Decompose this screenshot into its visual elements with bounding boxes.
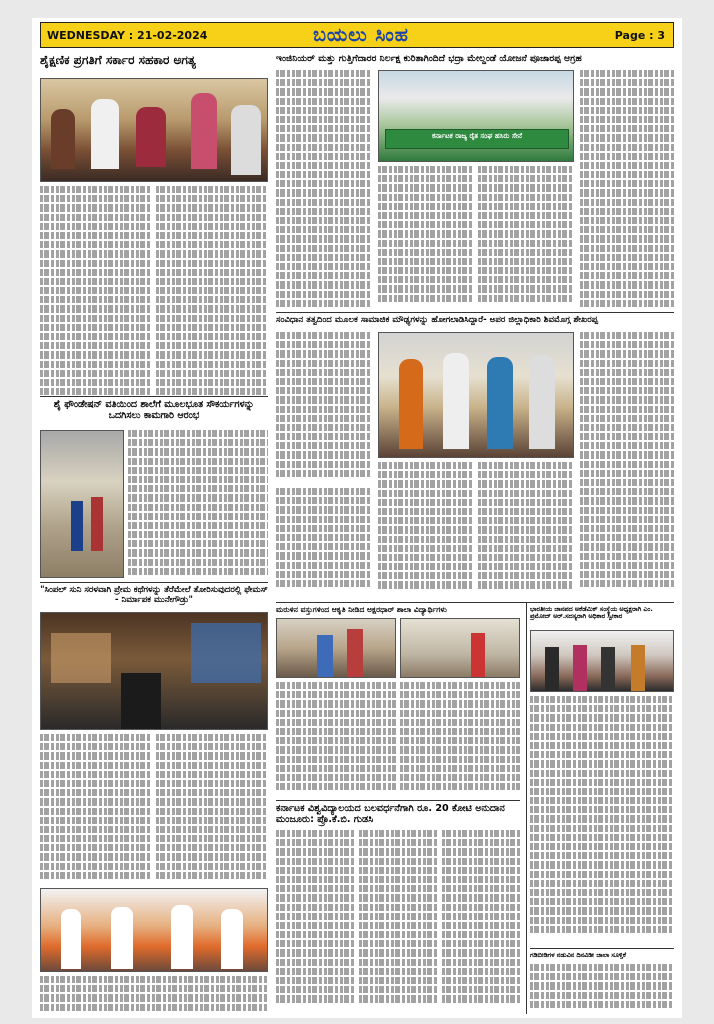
article-body-foundation	[128, 430, 268, 578]
article-body-constitution-2	[276, 488, 372, 600]
headline-foundation: ಶೈ ಫೌಂಡೇಷನ್ ವತಿಯಿಂದ ಶಾಲೆಗೆ ಮೂಲಭೂತ ಸೌಕರ್ಯಗಳನ್ನು ಒದಗಿಸಲು ಕಾಮಗಾರಿ ಆರಂಭ	[53, 399, 255, 421]
headline-bhadra: ಇಂಜಿನಿಯರ್ ಮತ್ತು ಗುತ್ತಿಗೆದಾರರ ನಿರ್ಲಕ್ಷ ಕುರಿತಾಗಿಂದಿದೆ ಭದ್ರಾ ಮೇಲ್ದಂಡೆ ಯೋಜನೆ ಪೂಜಾರಪ್ಪ ಆಗ್ರಹ	[276, 53, 582, 64]
article-body-bhadra-1	[276, 70, 372, 310]
article-body-constitution-5	[478, 462, 574, 600]
headline-folklore-academy: ಭಾರತೀಯ ಜಾನಪದ ಅಕೆಡೆಮಿಕ್ ಸಂಸ್ಥೆಯ ಅಧ್ಯಕ್ಷರಾಗಿ ಎಂ. ಪ್ರಮೋದ್ ಅರ್.ಸದಸ್ಯರಾಗಿ ಅಧಿಕಾರ ಸ್ವೀಕಾರ	[530, 605, 653, 621]
column-divider	[526, 602, 527, 1014]
masthead	[40, 22, 674, 48]
headline-education: ಶೈಕ್ಷಣಿಕ ಪ್ರಗತಿಗೆ ಸರ್ಕಾರ ಸಹಕಾರ ಅಗತ್ಯ	[40, 53, 196, 67]
farmers-protest-photo	[378, 70, 574, 162]
divider	[276, 602, 674, 603]
divider	[276, 312, 674, 313]
headline-constitution: ಸಂವಿಧಾನ ತತ್ವದಿಂದ ಮೂಲಕ ಸಾಮಾಜಿಕ ಮೌಢ್ಯಗಳನ್ನು ಹೋಗಲಾಡಿಸಿದ್ದಾರೆ- ಅಪರ ಜಿಲ್ಲಾಧಿಕಾರಿ ಶಿವಮೊಗ್ಗ ಶೇಖರಪ್ಪ	[276, 315, 598, 325]
article-body-university-3	[442, 830, 520, 1014]
article-body-constitution-1	[276, 332, 372, 484]
newspaper-page	[32, 18, 682, 1018]
article-body-brief-news	[530, 964, 674, 1014]
divider	[530, 948, 674, 949]
article-body-bhadra-2	[378, 166, 474, 310]
headline-sand-art: ಮರುಳಿನ ವಸ್ತುಗಳಿಂದ ಆಕೃತಿ ನೀಡಿದ ಅಕ್ಷರಧಾರ್ ಶಾಲಾ ವಿದ್ಯಾರ್ಥಿಗಳು	[276, 605, 447, 614]
article-body-university-2	[359, 830, 437, 1014]
divider	[40, 582, 268, 583]
school-work-photo	[40, 430, 124, 578]
article-body-sand-art-1	[276, 682, 396, 798]
caption-felicitation	[40, 976, 268, 1014]
protest-banner-text: ಕರ್ನಾಟಕ ರಾಜ್ಯ ರೈತ ಸಂಘ ಹಸಿರು ಸೇನೆ	[431, 132, 523, 140]
film-event-photo	[40, 612, 268, 730]
newspaper-title: ಬಯಲು ಸಿಂಹ	[313, 24, 409, 46]
sand-art-photo-1	[276, 618, 396, 678]
headline-university: ಕರ್ನಾಟಕ ವಿಶ್ವವಿದ್ಯಾಲಯದ ಬಲವರ್ಧನೆಗಾಗಿ ರೂ. 20 ಕೋಟಿ ಅನುದಾನ ಮಂಜೂರು: ಪ್ರೊ.ಕೆ.ಬಿ. ಗುಡಸಿ	[276, 803, 505, 825]
article-body-university-1	[276, 830, 354, 1014]
article-body-constitution-3	[378, 462, 474, 600]
divider	[40, 396, 268, 397]
article-body-bhadra-4	[580, 70, 674, 310]
article-body-education-1	[40, 186, 150, 398]
folklore-academy-photo	[530, 630, 674, 692]
felicitation-photo	[40, 888, 268, 972]
issue-date: WEDNESDAY : 21-02-2024	[47, 29, 208, 42]
constitution-event-photo	[378, 332, 574, 458]
sand-art-photo-2	[400, 618, 520, 678]
divider	[276, 800, 520, 801]
article-body-film-1	[40, 734, 150, 884]
page-number: Page : 3	[614, 29, 665, 42]
article-body-bhadra-3	[478, 166, 574, 310]
article-body-constitution-4	[580, 332, 674, 600]
article-body-folklore-academy	[530, 696, 674, 946]
headline-brief-news: ಗಡಿಬೀಡಿಗಳ ನಡುವಿನ ದಿನವಿಡೀ ಜಾಲಾ ಸೂಳ್ತಿಕೆ	[530, 951, 627, 959]
article-body-education-2	[156, 186, 268, 398]
article-body-film-2	[156, 734, 268, 884]
article-body-sand-art-2	[400, 682, 520, 798]
headline-simple-suni: "ಸಿಂಪಲ್ ಸುನಿ ಸರಳವಾಗಿ ಪ್ರೇಮ ಕಥೆಗಳನ್ನು ತೆರೆಮೇಲೆ ತೋರಿಸುವುದರಲ್ಲಿ ಫೇಮಸ್ - ನಿರ್ಮಾಪಕ ಮುನೇಗೌಡ್ರು"	[40, 585, 268, 605]
education-event-photo	[40, 78, 268, 182]
